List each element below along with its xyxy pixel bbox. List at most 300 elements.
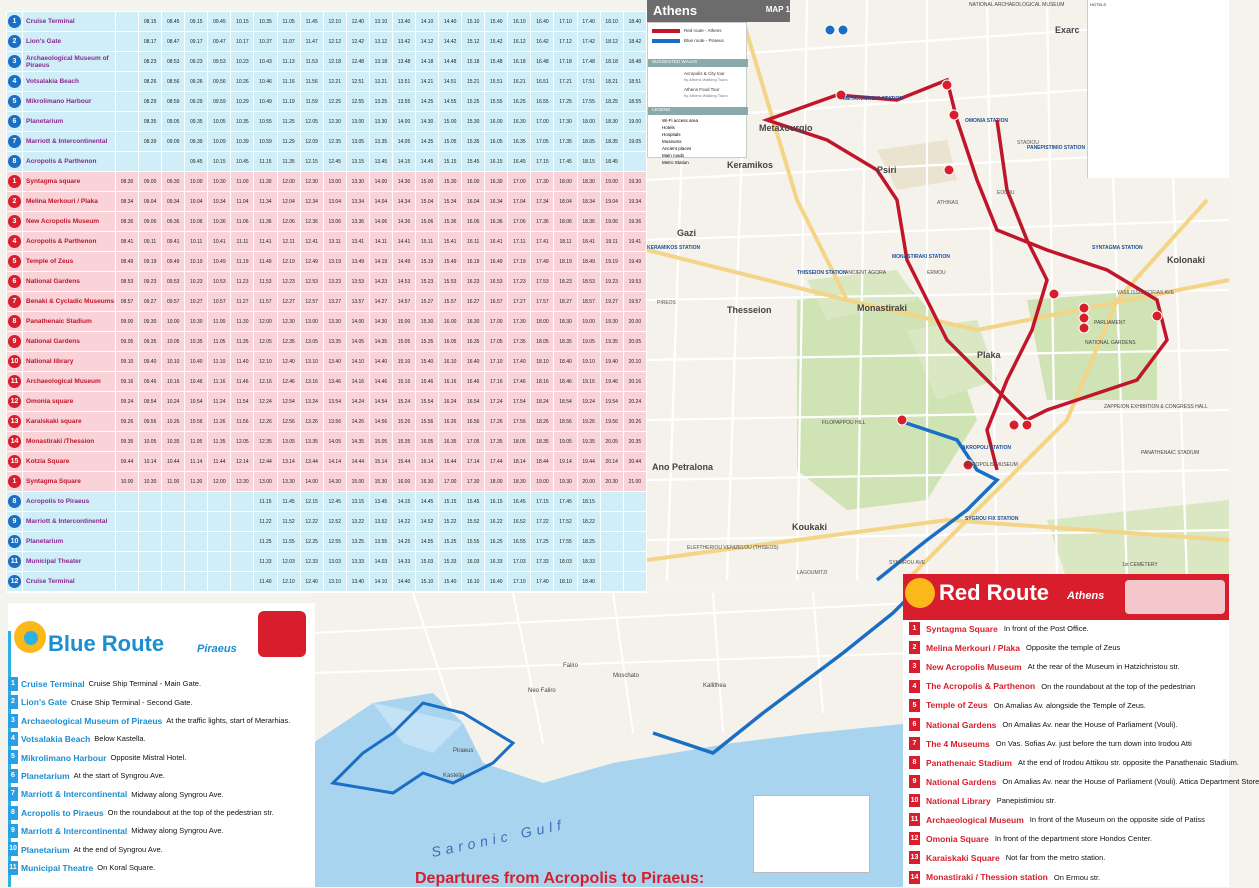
time-cell: 12.36 — [300, 212, 323, 232]
time-cell: 15.45 — [462, 152, 485, 172]
time-cell: 11.27 — [231, 292, 254, 312]
stop-name-cell: Municipal Theater — [23, 552, 116, 572]
time-cell: 14.46 — [369, 372, 392, 392]
time-cell: 08.23 — [139, 52, 162, 72]
time-cell: 10.56 — [185, 412, 208, 432]
time-cell: 20.05 — [600, 432, 623, 452]
time-cell: 15.46 — [416, 372, 439, 392]
time-cell: 18.24 — [531, 392, 554, 412]
time-cell: 13.27 — [323, 292, 346, 312]
time-cell: 10.39 — [231, 132, 254, 152]
time-cell: 16.55 — [508, 532, 531, 552]
time-cell: 17.06 — [508, 212, 531, 232]
time-cell: 16.36 — [485, 212, 508, 232]
time-cell: 15.22 — [439, 512, 462, 532]
time-cell: 20.24 — [623, 392, 646, 412]
time-cell: 10.00 — [116, 472, 139, 492]
time-cell: 13.26 — [300, 412, 323, 432]
district-label: Psiri — [877, 165, 897, 175]
stop-number-cell — [7, 372, 23, 392]
time-cell: 16.44 — [439, 452, 462, 472]
suggested-walks-title: SUGGESTED WALKS — [648, 59, 748, 67]
time-cell: 10.24 — [162, 392, 185, 412]
time-cell: 13.25 — [369, 92, 392, 112]
stop-description: On Vas. Sofias Av. just before the turn down into Irodou Atti — [995, 738, 1192, 748]
stop-number: 2 — [909, 641, 920, 654]
time-cell: 16.35 — [508, 132, 531, 152]
time-cell: 10.59 — [254, 132, 277, 152]
stop-number: 10 — [8, 842, 18, 856]
time-cell: 13.23 — [323, 272, 346, 292]
time-cell: 14.10 — [369, 572, 392, 592]
time-cell: 11.52 — [277, 512, 300, 532]
time-cell: 09.23 — [139, 272, 162, 292]
time-cell: 08.30 — [116, 172, 139, 192]
red-stop-item — [909, 849, 1105, 867]
time-cell — [116, 32, 139, 52]
time-cell: 14.00 — [369, 172, 392, 192]
stop-name-cell: Karaiskaki square — [23, 412, 116, 432]
time-cell: 16.56 — [462, 412, 485, 432]
red-route-stop-marker — [897, 415, 907, 425]
time-cell: 15.04 — [416, 192, 439, 212]
stop-number-cell — [7, 552, 23, 572]
time-cell: 13.15 — [346, 152, 369, 172]
time-cell: 12.40 — [346, 12, 369, 32]
stop-name-cell: Kotzia Square — [23, 452, 116, 472]
time-cell: 15.35 — [462, 132, 485, 152]
time-cell: 17.21 — [554, 72, 577, 92]
time-cell: 18.30 — [508, 472, 531, 492]
time-cell: 16.00 — [462, 172, 485, 192]
time-cell: 18.15 — [577, 492, 600, 512]
stop-name-cell: Temple of Zeus — [23, 252, 116, 272]
time-cell: 10.30 — [208, 172, 231, 192]
time-cell: 10.40 — [185, 352, 208, 372]
time-cell — [600, 512, 623, 532]
time-cell: 16.10 — [439, 352, 462, 372]
timetable-row — [7, 272, 647, 292]
time-cell: 16.21 — [508, 72, 531, 92]
time-cell: 13.48 — [392, 52, 415, 72]
time-cell: 18.56 — [554, 412, 577, 432]
time-cell: 16.40 — [531, 12, 554, 32]
time-cell: 16.35 — [462, 332, 485, 352]
district-label: Plaka — [977, 350, 1001, 360]
time-cell: 16.25 — [508, 92, 531, 112]
stop-number-badge: 1 — [8, 175, 21, 188]
timetable-row — [7, 352, 647, 372]
time-cell: 10.45 — [231, 152, 254, 172]
poi-label: NATIONAL ARCHAEOLOGICAL MUSEUM — [969, 2, 1065, 8]
time-cell: 14.30 — [369, 312, 392, 332]
time-cell: 20.35 — [623, 432, 646, 452]
time-cell: 15.15 — [439, 492, 462, 512]
metro-station-label: KERAMIKOS STATION — [647, 245, 701, 251]
time-cell: 16.45 — [508, 492, 531, 512]
stop-name: Votsalakia Beach — [21, 733, 91, 744]
stop-name: Monastiraki / Thession station — [926, 872, 1048, 883]
time-cell: 18.40 — [554, 352, 577, 372]
time-cell: 09.56 — [208, 72, 231, 92]
time-cell: 18.05 — [531, 332, 554, 352]
stop-description: Cruise Ship Terminal - Second Gate. — [70, 697, 193, 707]
time-cell: 10.00 — [162, 312, 185, 332]
time-cell — [139, 552, 162, 572]
red-route-subtitle: Athens — [1067, 590, 1105, 602]
time-cell: 18.53 — [577, 272, 600, 292]
time-cell: 12.42 — [346, 32, 369, 52]
time-cell: 16.42 — [531, 32, 554, 52]
poi-label: PANATHENAIC STADIUM — [1141, 450, 1200, 456]
time-cell: 19.00 — [577, 312, 600, 332]
stop-description: At the traffic lights, start of Merarhias. — [166, 716, 291, 726]
bus-icon — [1125, 580, 1225, 614]
time-cell — [116, 132, 139, 152]
stop-name-cell: Marriott & Intercontinental — [23, 132, 116, 152]
time-cell: 17.46 — [508, 372, 531, 392]
stop-name-cell: Acropolis & Parthenon — [23, 152, 116, 172]
time-cell: 15.00 — [416, 172, 439, 192]
time-cell: 17.30 — [554, 112, 577, 132]
time-cell: 17.05 — [531, 132, 554, 152]
red-stop-item — [909, 677, 1195, 695]
time-cell: 16.06 — [462, 212, 485, 232]
time-cell: 14.41 — [392, 232, 415, 252]
time-cell: 09.15 — [185, 12, 208, 32]
time-cell: 19.56 — [600, 412, 623, 432]
red-route-stop-marker — [942, 80, 952, 90]
time-cell: 10.53 — [208, 272, 231, 292]
stop-description: On Amalias Av. alongside the Temple of Zeus. — [993, 700, 1146, 710]
time-cell: 12.03 — [277, 552, 300, 572]
time-cell: 14.06 — [369, 212, 392, 232]
time-cell: 18.10 — [531, 352, 554, 372]
time-cell: 16.18 — [508, 52, 531, 72]
stop-number: 2 — [8, 695, 18, 709]
time-cell: 13.42 — [392, 32, 415, 52]
time-cell: 12.10 — [254, 352, 277, 372]
stop-description: On the roundabout at the top of the pedestrian — [1041, 681, 1196, 691]
time-cell: 16.22 — [485, 512, 508, 532]
timetable-row — [7, 132, 647, 152]
street-label: SYNGROU AVE — [889, 560, 926, 566]
time-cell: 09.04 — [139, 192, 162, 212]
stop-number: 8 — [909, 756, 920, 769]
piraeus-place-label: Faliro — [563, 663, 579, 669]
stop-number: 1 — [909, 622, 920, 635]
time-cell: 19.14 — [554, 452, 577, 472]
time-cell — [231, 512, 254, 532]
time-cell — [623, 572, 646, 592]
time-cell — [623, 512, 646, 532]
time-cell: 17.35 — [554, 132, 577, 152]
time-cell: 10.23 — [185, 272, 208, 292]
stop-name-cell: New Acropolis Museum — [23, 212, 116, 232]
time-cell — [162, 512, 185, 532]
time-cell: 16.24 — [439, 392, 462, 412]
time-cell: 11.53 — [254, 272, 277, 292]
stop-name-cell: Planetarium — [23, 112, 116, 132]
stop-name: Omonia Square — [926, 833, 989, 844]
stop-name: The Acropolis & Parthenon — [926, 681, 1036, 692]
time-cell: 09.30 — [162, 172, 185, 192]
time-cell: 09.05 — [116, 332, 139, 352]
time-cell — [231, 552, 254, 572]
time-cell: 18.05 — [508, 432, 531, 452]
time-cell: 19.19 — [600, 252, 623, 272]
stop-description: Below Kastella. — [94, 734, 146, 744]
time-cell: 18.34 — [577, 192, 600, 212]
time-cell: 16.00 — [439, 312, 462, 332]
time-cell: 14.55 — [416, 532, 439, 552]
time-cell: 11.15 — [254, 152, 277, 172]
time-cell: 14.00 — [392, 112, 415, 132]
stop-number: 11 — [909, 813, 920, 826]
red-stop-item — [909, 792, 1056, 810]
time-cell: 14.15 — [392, 492, 415, 512]
stop-number-badge: 10 — [8, 355, 21, 368]
time-cell: 12.09 — [300, 132, 323, 152]
time-cell: 10.36 — [208, 212, 231, 232]
time-cell: 12.10 — [323, 12, 346, 32]
time-cell: 16.33 — [485, 552, 508, 572]
time-cell: 14.00 — [346, 312, 369, 332]
stop-name-cell: Planetarium — [23, 532, 116, 552]
time-cell: 19.53 — [623, 272, 646, 292]
stop-number-badge: 8 — [8, 315, 21, 328]
time-cell: 10.43 — [254, 52, 277, 72]
stop-name-cell: Acropolis to Piraeus — [23, 492, 116, 512]
time-cell: 13.00 — [346, 112, 369, 132]
time-cell: 15.33 — [439, 552, 462, 572]
time-cell: 17.22 — [531, 512, 554, 532]
time-cell: 08.36 — [116, 212, 139, 232]
time-cell: 17.00 — [531, 112, 554, 132]
time-cell: 10.09 — [208, 132, 231, 152]
time-cell: 16.05 — [439, 332, 462, 352]
time-cell: 17.16 — [485, 372, 508, 392]
time-cell: 17.25 — [531, 532, 554, 552]
time-cell: 12.27 — [277, 292, 300, 312]
time-cell: 17.35 — [485, 432, 508, 452]
time-cell — [116, 72, 139, 92]
stop-number-badge: 12 — [8, 575, 21, 588]
time-cell: 19.04 — [600, 192, 623, 212]
time-cell: 14.12 — [416, 32, 439, 52]
time-cell: 20.00 — [623, 312, 646, 332]
departures-heading: Departures from Acropolis to Piraeus: — [415, 870, 705, 887]
stop-name-cell: Lion's Gate — [23, 32, 116, 52]
time-cell: 19.00 — [531, 472, 554, 492]
time-cell — [116, 52, 139, 72]
time-cell: 10.30 — [185, 312, 208, 332]
time-cell: 17.27 — [508, 292, 531, 312]
time-cell: 11.16 — [277, 72, 300, 92]
time-cell: 17.51 — [577, 72, 600, 92]
time-cell: 08.15 — [139, 12, 162, 32]
stop-number: 5 — [909, 699, 920, 712]
stop-name-cell: Cruise Terminal — [23, 12, 116, 32]
time-cell: 11.25 — [254, 532, 277, 552]
time-cell: 18.27 — [554, 292, 577, 312]
map-title: Athens MAP 1 — [647, 0, 790, 22]
time-cell: 11.19 — [277, 92, 300, 112]
time-cell: 11.05 — [208, 332, 231, 352]
stop-number-cell — [7, 312, 23, 332]
time-cell — [116, 12, 139, 32]
time-cell: 14.45 — [416, 152, 439, 172]
time-cell: 16.53 — [485, 272, 508, 292]
time-cell — [162, 532, 185, 552]
time-cell: 11.56 — [300, 72, 323, 92]
time-cell — [116, 152, 139, 172]
time-cell: 09.49 — [162, 252, 185, 272]
athens-map[interactable] — [647, 0, 1229, 580]
time-cell: 17.00 — [439, 472, 462, 492]
time-cell: 16.30 — [416, 472, 439, 492]
time-cell: 11.05 — [185, 432, 208, 452]
stop-number-badge: 14 — [8, 435, 21, 448]
time-cell: 14.35 — [346, 432, 369, 452]
time-cell: 13.24 — [300, 392, 323, 412]
time-cell: 12.52 — [323, 512, 346, 532]
time-cell: 12.00 — [277, 172, 300, 192]
time-cell: 17.18 — [554, 52, 577, 72]
stop-number: 7 — [909, 737, 920, 750]
time-cell: 18.25 — [577, 532, 600, 552]
time-cell: 14.25 — [392, 532, 415, 552]
time-cell: 16.34 — [485, 192, 508, 212]
stop-number-badge: 3 — [8, 215, 21, 228]
time-cell: 19.16 — [577, 372, 600, 392]
time-cell: 14.30 — [392, 172, 415, 192]
red-route-panel — [903, 574, 1259, 887]
time-cell: 09.46 — [139, 372, 162, 392]
time-cell: 10.05 — [162, 332, 185, 352]
stop-number-cell — [7, 232, 23, 252]
stop-name-cell: Acropolis & Parthenon — [23, 232, 116, 252]
time-cell: 09.40 — [139, 352, 162, 372]
time-cell: 14.53 — [392, 272, 415, 292]
stop-name: Syntagma Square — [926, 623, 998, 634]
time-cell: 10.35 — [162, 432, 185, 452]
time-cell: 13.19 — [323, 252, 346, 272]
red-stop-item — [909, 620, 1089, 638]
stop-name: New Acropolis Museum — [926, 661, 1022, 672]
time-cell: 15.18 — [462, 52, 485, 72]
time-cell: 18.44 — [531, 452, 554, 472]
stop-number-badge: 1 — [8, 15, 21, 28]
blue-stop-item — [8, 675, 201, 693]
time-cell: 09.39 — [185, 132, 208, 152]
time-cell: 15.11 — [416, 232, 439, 252]
time-cell: 10.35 — [231, 112, 254, 132]
street-label: ELEFTHERIOU VENIZELOU (THISEOS) — [687, 545, 779, 551]
piraeus-place-label: Moschato — [613, 673, 640, 679]
time-cell: 19.05 — [554, 432, 577, 452]
stop-number-badge: 8 — [8, 155, 21, 168]
time-cell: 15.00 — [439, 112, 462, 132]
time-cell: 20.05 — [623, 332, 646, 352]
time-cell: 16.48 — [531, 52, 554, 72]
time-cell: 14.40 — [392, 572, 415, 592]
time-cell: 13.35 — [369, 132, 392, 152]
stop-number-cell — [7, 412, 23, 432]
timetable-row — [7, 12, 647, 32]
stop-description: In front of the department store Hondos Center. — [994, 834, 1153, 844]
time-cell: 10.44 — [162, 452, 185, 472]
time-cell: 18.41 — [577, 232, 600, 252]
time-cell: 14.55 — [439, 92, 462, 112]
stop-number: 4 — [8, 732, 18, 746]
hotel-legend-mini — [753, 795, 870, 873]
time-cell: 18.00 — [531, 312, 554, 332]
time-cell: 08.35 — [139, 112, 162, 132]
timetable-row — [7, 292, 647, 312]
time-cell: 12.57 — [300, 292, 323, 312]
red-stop-item — [909, 639, 1120, 657]
time-cell: 10.46 — [185, 372, 208, 392]
time-cell: 18.42 — [623, 32, 646, 52]
time-cell: 16.16 — [439, 372, 462, 392]
time-cell — [162, 572, 185, 592]
time-cell: 14.45 — [416, 492, 439, 512]
time-cell: 12.05 — [300, 112, 323, 132]
stop-number-cell — [7, 292, 23, 312]
time-cell: 17.03 — [508, 552, 531, 572]
stop-number-badge: 6 — [8, 115, 21, 128]
time-cell: 14.15 — [392, 152, 415, 172]
piraeus-place-label: Kastella — [443, 773, 465, 779]
stop-name-cell: Panathenaic Stadium — [23, 312, 116, 332]
time-cell: 18.33 — [577, 552, 600, 572]
time-cell: 11.35 — [231, 332, 254, 352]
district-label: Thesseion — [727, 305, 772, 315]
stop-number-cell — [7, 132, 23, 152]
time-cell: 13.05 — [346, 132, 369, 152]
time-cell: 09.24 — [116, 392, 139, 412]
time-cell: 16.40 — [462, 352, 485, 372]
time-cell: 14.05 — [346, 332, 369, 352]
time-cell: 10.27 — [185, 292, 208, 312]
time-cell: 12.14 — [231, 452, 254, 472]
time-cell — [600, 552, 623, 572]
time-cell: 13.45 — [369, 152, 392, 172]
time-cell: 12.30 — [277, 312, 300, 332]
stop-number: 3 — [909, 660, 920, 673]
stop-name-cell: National library — [23, 352, 116, 372]
time-cell: 17.49 — [531, 252, 554, 272]
time-cell: 10.41 — [208, 232, 231, 252]
time-cell: 18.22 — [577, 512, 600, 532]
street-label: VASILISSIS SOFIAS AVE — [1117, 290, 1175, 296]
time-cell: 15.19 — [416, 252, 439, 272]
poi-label: PARLIAMENT — [1094, 320, 1126, 326]
time-cell: 18.40 — [623, 12, 646, 32]
time-cell: 15.41 — [439, 232, 462, 252]
stop-name: National Gardens — [926, 776, 997, 787]
stop-number-cell — [7, 392, 23, 412]
time-cell: 17.48 — [577, 52, 600, 72]
time-cell: 14.30 — [323, 472, 346, 492]
time-cell: 17.40 — [508, 352, 531, 372]
stop-number-badge: 13 — [8, 415, 21, 428]
district-label: Kolonaki — [1167, 255, 1206, 265]
time-cell: 13.06 — [323, 212, 346, 232]
legend-item: Ancient places — [662, 146, 692, 151]
time-cell: 09.54 — [139, 392, 162, 412]
